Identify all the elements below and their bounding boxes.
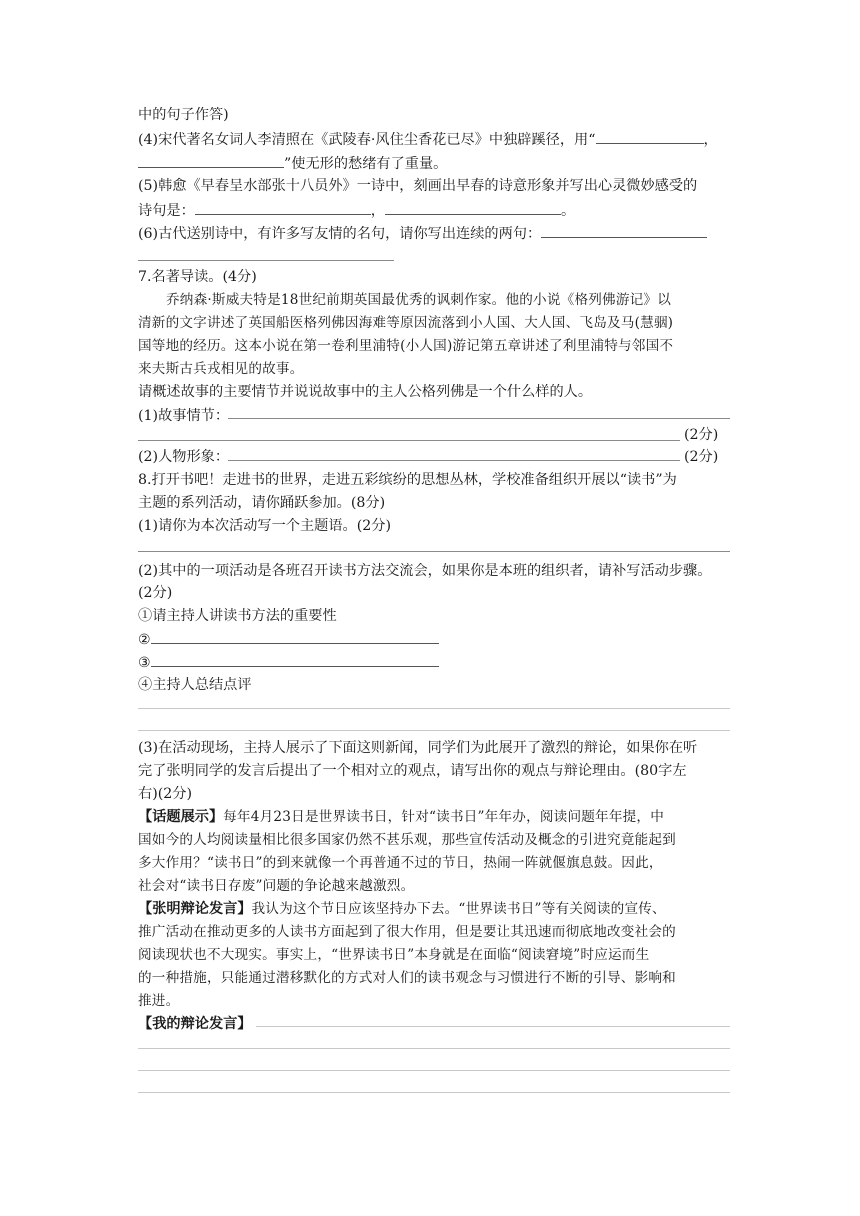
zm-line-4: 的一种措施，只能通过潜移默化的方式对人们的读书观念与习惯进行不断的引导、影响和 [138,970,676,986]
q6-item-4-line-1 [138,128,718,151]
answer-blank[interactable] [195,199,371,215]
q6-comma: ， [370,203,385,219]
topic-line-4: 社会对“读书日存废”问题的争论越来越激烈。 [138,878,415,894]
q6-item-4-tail: ”使无形的愁绪有了重量。 [284,156,448,172]
q7-passage-line-4: 来夫斯古兵戎相见的故事。 [138,361,304,377]
q8-sub-2-line-1: (2)其中的一项活动是各班召开读书方法交流会，如果你是本班的组织者，请补写活动步骤。 [138,563,712,579]
q8-sub-3-line-3: 右)(2分) [138,786,193,802]
topic-text: 每年4月23日是世界读书日，针对“读书日”年年办，阅读问题年年提，中 [223,809,665,825]
my-debate-line [138,1013,252,1035]
answer-line[interactable] [138,1092,730,1093]
q6-period: 。 [560,203,576,219]
zm-line-5: 推进。 [138,993,180,1009]
topic-line-2: 国如今的人均阅读量相比很多国家仍然不甚乐观，那些宣传活动及概念的引进究竟能起到 [138,832,676,848]
q6-item-4-text: (4)宋代著名女词人李清照在《武陵春·风住尘香花已尽》中独辟蹊径，用“ [138,132,596,148]
answer-line[interactable] [138,1048,730,1049]
q8-step-1: ①请主持人讲读书方法的重要性 [138,608,337,624]
q6-item-5-line-2 [138,199,575,222]
q7-score-2: (2分) [684,449,719,465]
answer-blank[interactable] [596,128,704,144]
answer-line[interactable] [228,418,730,419]
q7-answer-1-label: (1)故事情节： [138,408,230,424]
answer-line[interactable] [138,1070,730,1071]
q8-title-line-1: 8.打开书吧！走进书的世界，走进五彩缤纷的思想丛林，学校准备组织开展以“读书”为 [138,472,677,488]
zm-line-3: 阅读现状也不大现实。事实上，“世界读书日”本身就是在面临“阅读窘境”时应运而生 [138,947,650,963]
answer-line[interactable] [228,460,680,461]
answer-blank[interactable] [138,152,284,168]
q8-title-line-2: 主题的系列活动，请你踊跃参加。(8分) [138,495,386,511]
answer-line[interactable] [138,708,730,709]
q7-passage-line-2: 清新的文字讲述了英国船医格列佛因海难等原因流落到小人国、大人国、飞岛及马(慧骃) [138,315,674,331]
q8-step-4: ④主持人总结点评 [138,677,252,693]
q7-passage-line-3: 国等地的经历。这本小说在第一卷利里浦特(小人国)游记第五章讲述了利里浦特与邻国不 [138,338,674,354]
q8-sub-2-line-2: (2分) [138,585,173,601]
topic-line-3: 多大作用？“读书日”的到来就像一个再普通不过的节日，热闹一阵就偃旗息鼓。因此， [138,855,663,871]
answer-line[interactable] [138,730,730,731]
step-3-marker: ③ [138,655,151,671]
answer-line[interactable] [138,440,680,441]
q8-sub-3-line-2: 完了张明同学的发言后提出了一个相对立的观点，请写出你的观点与辩论理由。(80字左 [138,763,687,779]
q8-step-2 [138,628,439,651]
q6-item-6 [138,222,707,245]
q6-item-4-line-2 [138,152,447,175]
q6-item-5-line-1: (5)韩愈《早春呈水部张十八员外》一诗中，刻画出早春的诗意形象并写出心灵微妙感受的 [138,178,698,194]
zm-line-1 [138,898,666,920]
q7-answer-2-label: (2)人物形象： [138,449,230,465]
q6-comma: ， [703,132,718,148]
answer-blank[interactable] [541,222,707,238]
step-2-marker: ② [138,632,151,648]
q8-step-3 [138,651,439,674]
q6-item-5-label: 诗句是： [138,203,195,219]
q7-title: 7.名著导读。(4分) [138,269,257,285]
topic-line-1 [138,806,664,828]
answer-blank[interactable] [151,651,439,667]
q7-passage-line-1: 乔纳森·斯威夫特是18世纪前期英国最优秀的讽刺作家。他的小说《格列佛游记》以 [166,292,671,308]
q7-prompt: 请概述故事的主要情节并说说故事中的主人公格列佛是一个什么样的人。 [138,384,593,400]
q6-line-0: 中的句子作答) [138,107,229,123]
topic-tag: 【话题展示】 [138,809,224,825]
q6-item-6-text: (6)古代送别诗中，有许多写友情的名句，请你写出连续的两句： [138,226,542,242]
q7-score-1: (2分) [684,427,719,443]
q8-sub-1: (1)请你为本次活动写一个主题语。(2分) [138,518,392,534]
answer-line[interactable] [138,551,730,552]
answer-line[interactable] [138,260,394,261]
zhangming-text: 我认为这个节日应该坚持办下去。“世界读书日”等有关阅读的宣传、 [251,901,666,917]
my-debate-tag: 【我的辩论发言】 [138,1016,252,1032]
q8-sub-3-line-1: (3)在活动现场，主持人展示了下面这则新闻，同学们为此展开了激烈的辩论，如果你在听 [138,740,698,756]
zhangming-tag: 【张明辩论发言】 [138,901,252,917]
zm-line-2: 推广活动在推动更多的人读书方面起到了很大作用，但是要让其迅速而彻底地改变社会的 [138,924,676,940]
answer-line[interactable] [256,1026,730,1027]
answer-blank[interactable] [385,199,561,215]
answer-blank[interactable] [151,628,439,644]
